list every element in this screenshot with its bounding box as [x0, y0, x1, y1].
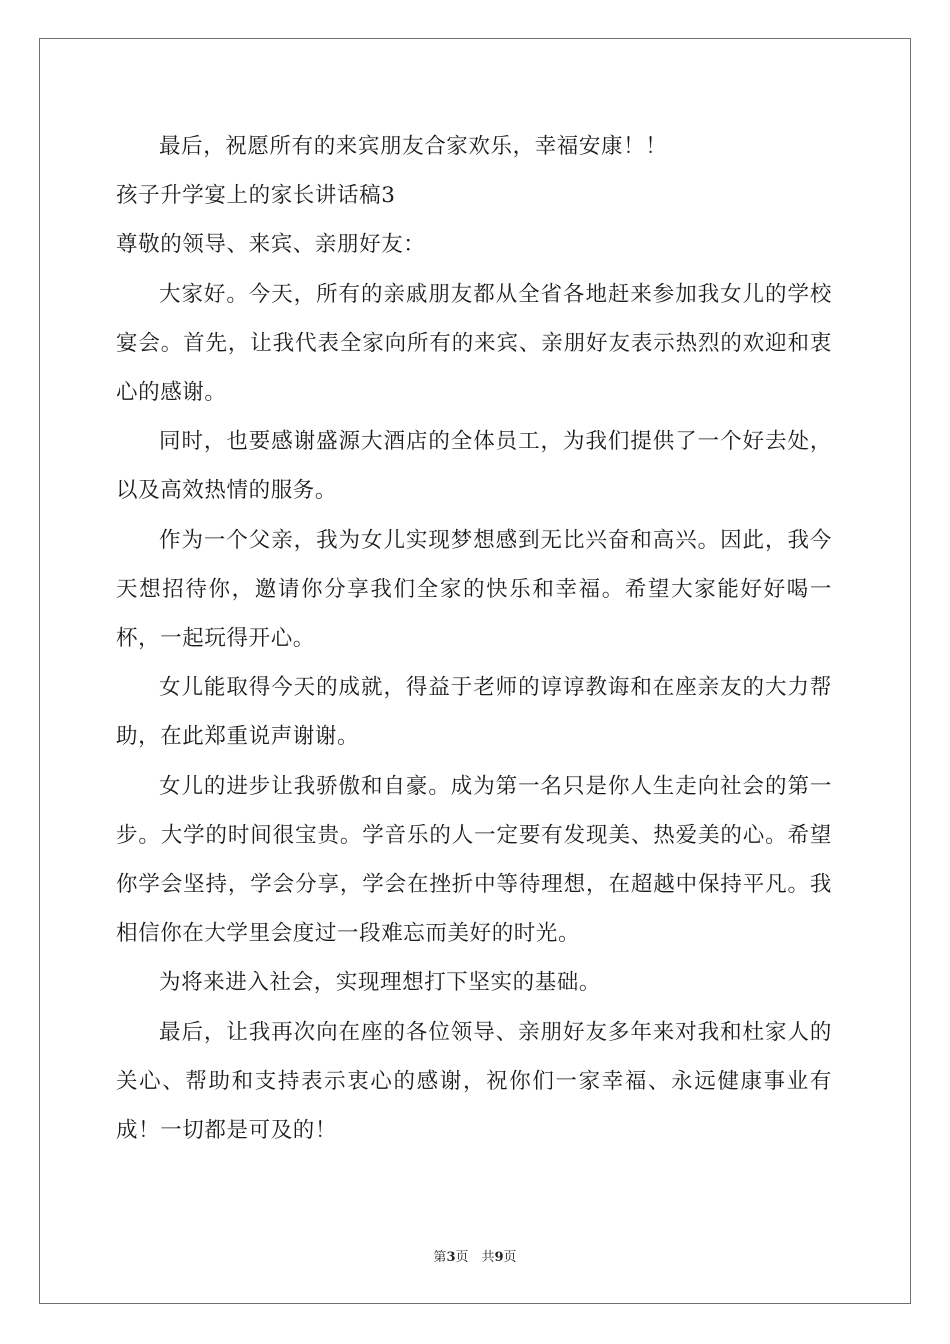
section-title: 孩子升学宴上的家长讲话稿3: [116, 183, 396, 209]
footer-middle: 页 共: [455, 1250, 495, 1265]
salutation: 尊敬的领导、来宾、亲朋好友：: [116, 232, 426, 258]
page-footer: [0, 1246, 950, 1265]
paragraph: 为将来进入社会，实现理想打下坚实的基础。: [159, 970, 602, 996]
paragraph: 同时，也要感谢盛源大酒店的全体员工，为我们提供了一个好去处，以及高效热情的服务。: [116, 429, 832, 504]
document-body: [116, 122, 832, 1155]
total-page-number: 9: [494, 1250, 504, 1265]
footer-prefix: 第: [433, 1250, 447, 1265]
paragraph: 大家好。今天，所有的亲戚朋友都从全省各地赶来参加我女儿的学校宴会。首先，让我代表全家向所有的来宾、亲朋好友表示热烈的欢迎和衷心的感谢。: [116, 281, 832, 406]
footer-suffix: 页: [503, 1250, 517, 1265]
paragraph-closing-wishes: 最后，祝愿所有的来宾朋友合家欢乐，幸福安康！！: [159, 134, 668, 159]
paragraph: 作为一个父亲，我为女儿实现梦想感到无比兴奋和高兴。因此，我今天想招待你，邀请你分享我们全家的快乐和幸福。希望大家能好好喝一杯，一起玩得开心。: [116, 527, 832, 652]
paragraph: 最后，让我再次向在座的各位领导、亲朋好友多年来对我和杜家人的关心、帮助和支持表示衷心的感谢，祝你们一家幸福、永远健康事业有成！一切都是可及的！: [116, 1019, 832, 1144]
paragraph: 女儿的进步让我骄傲和自豪。成为第一名只是你人生走向社会的第一步。大学的时间很宝贵。学音乐的人一定要有发现美、热爱美的心。希望你学会坚持，学会分享，学会在挫折中等待理想，在超越中保持平凡。我相信你在大学里会度过一段难忘而美好的时光。: [116, 773, 832, 947]
current-page-number: 3: [446, 1250, 456, 1265]
paragraph: 女儿能取得今天的成就，得益于老师的谆谆教诲和在座亲友的大力帮助，在此郑重说声谢谢。: [116, 675, 832, 750]
